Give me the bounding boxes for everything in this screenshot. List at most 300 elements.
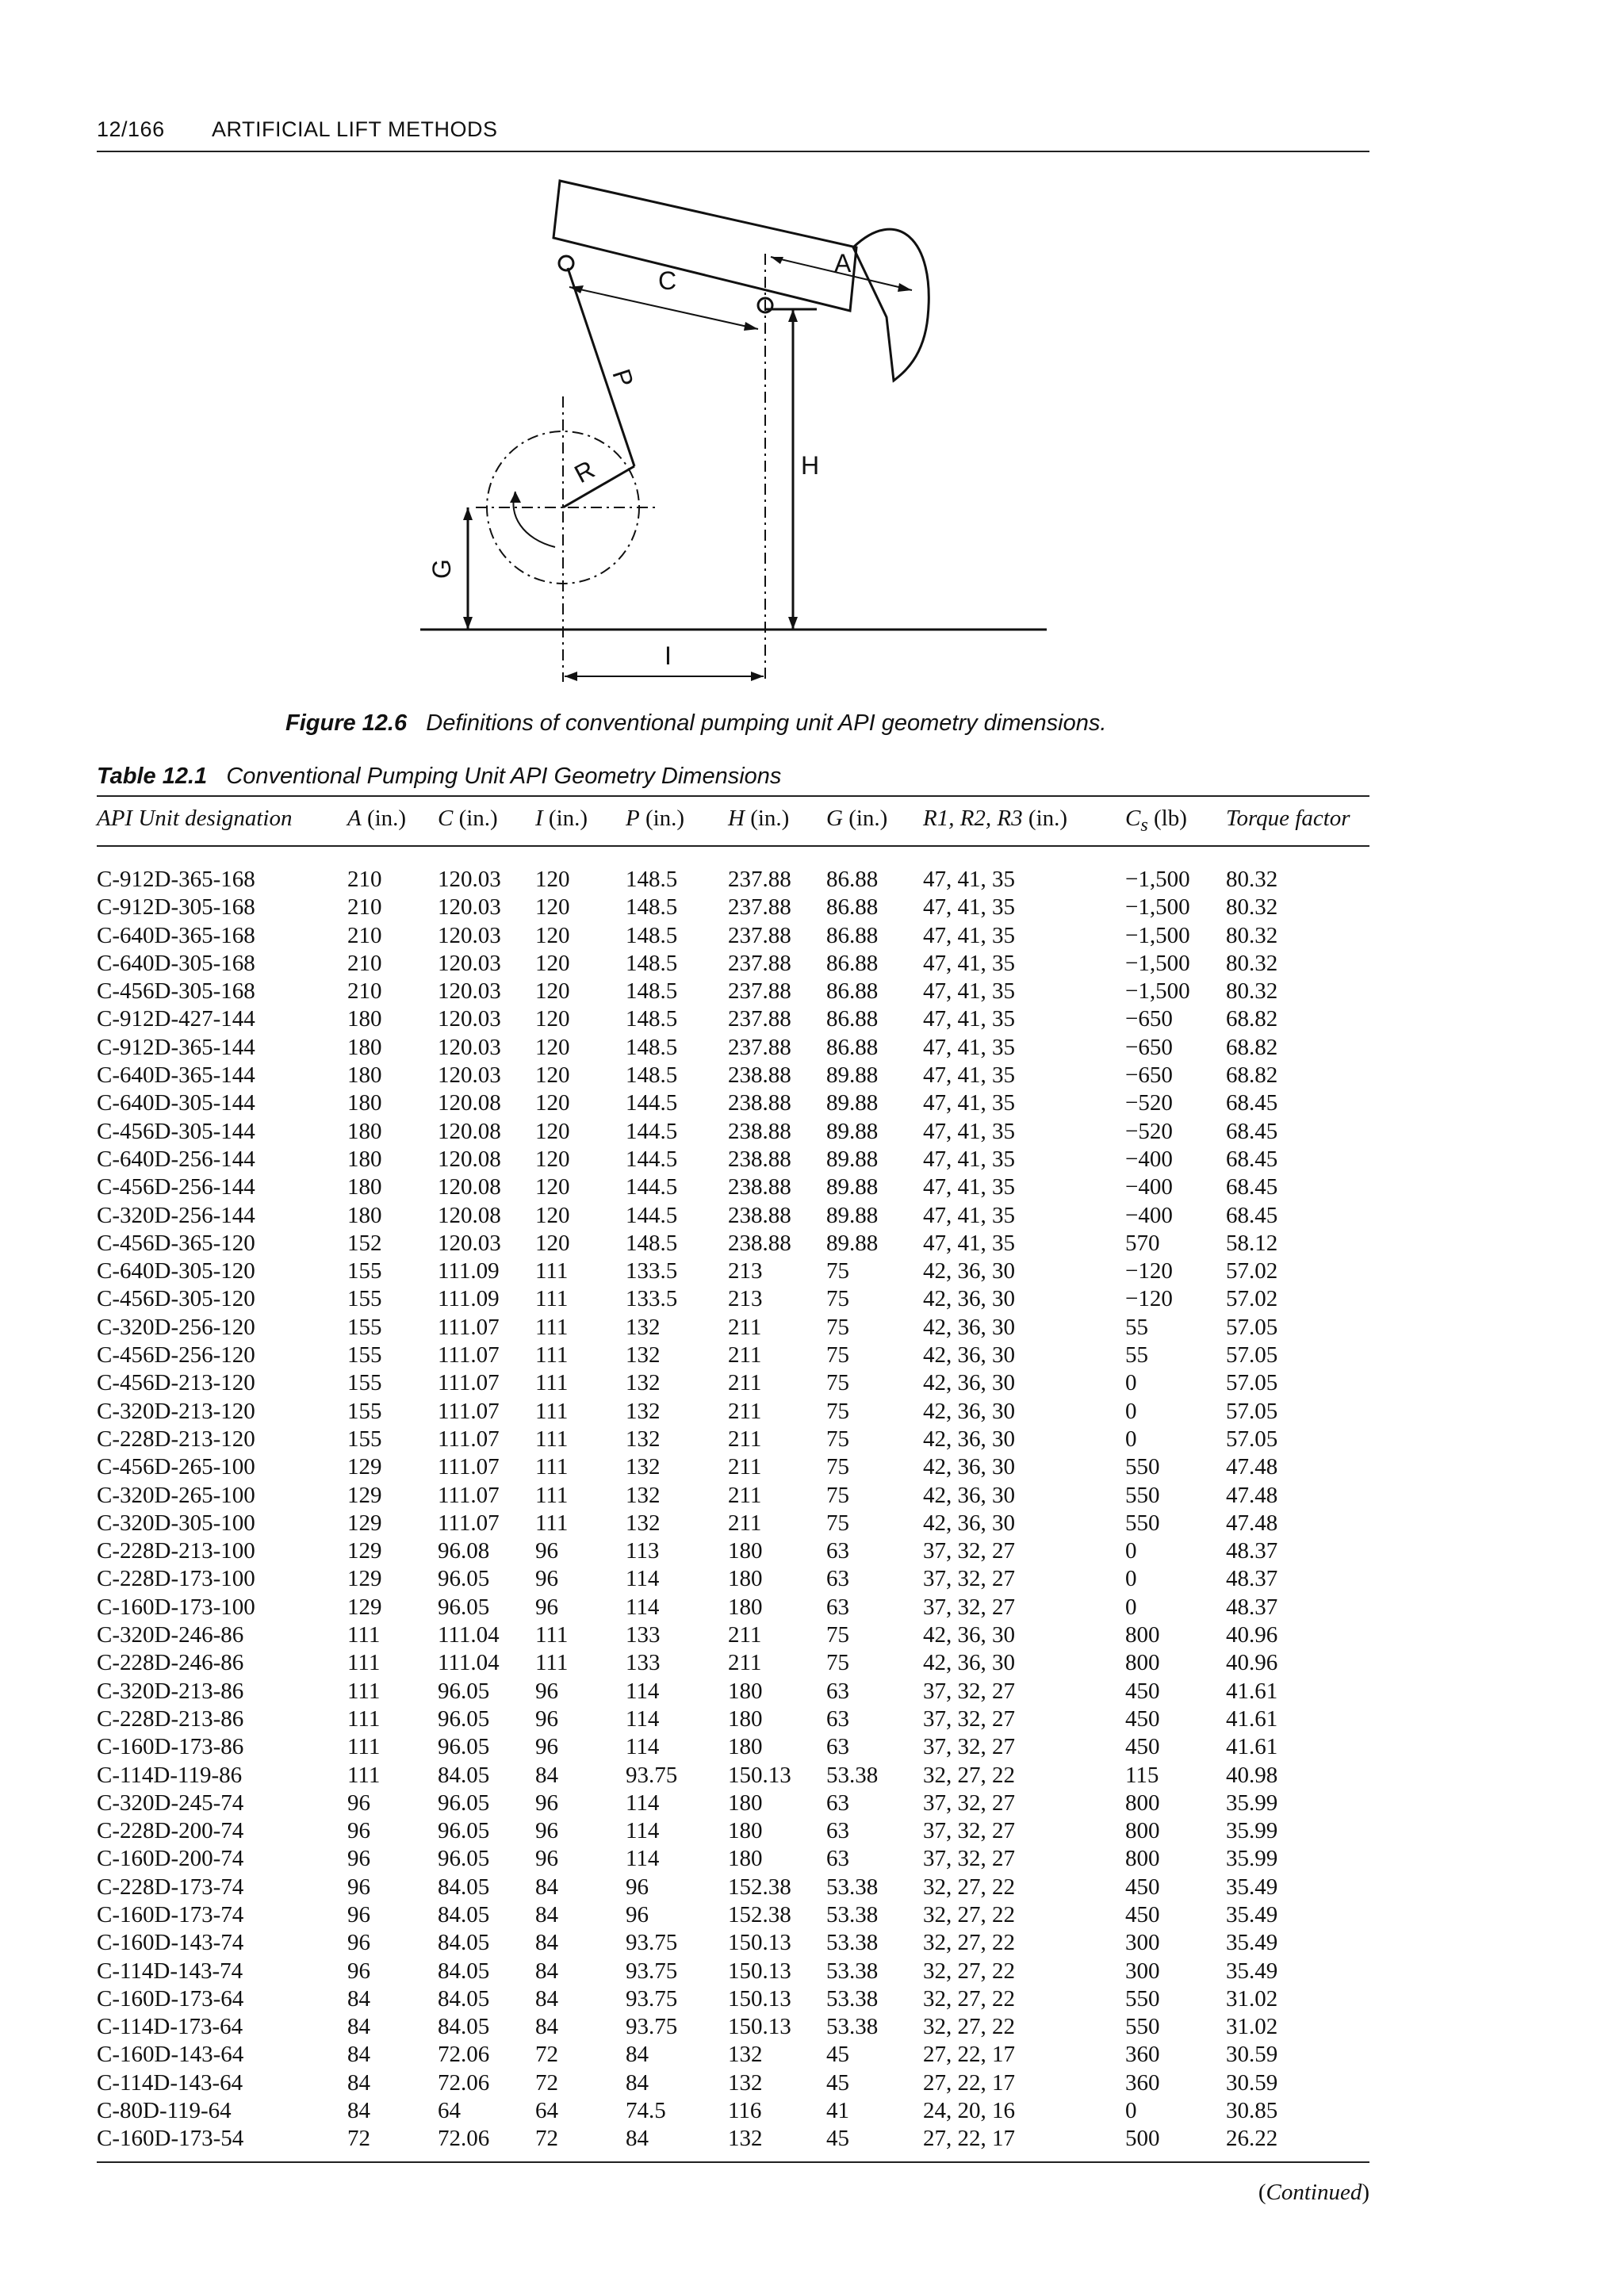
- cell-c: 111.07: [438, 1370, 500, 1396]
- cell-h: 180: [728, 1538, 763, 1564]
- cell-r: 47, 41, 35: [923, 867, 1015, 892]
- cell-c: 111.07: [438, 1314, 500, 1340]
- cell-g: 75: [826, 1622, 849, 1648]
- cell-a: 155: [347, 1286, 382, 1312]
- table-row: [97, 1537, 1369, 1565]
- table-row: [97, 1089, 1369, 1117]
- cell-p: 84: [626, 2042, 649, 2068]
- cell-i: 120: [535, 867, 570, 892]
- cell-i: 120: [535, 894, 570, 921]
- cell-h: 238.88: [728, 1230, 791, 1256]
- cell-r: 27, 22, 17: [923, 2042, 1015, 2068]
- pumping-unit-diagram: [396, 174, 1078, 698]
- table-row: [97, 1985, 1369, 2013]
- cell-designation: C-456D-256-144: [97, 1174, 255, 1200]
- cell-c: 96.05: [438, 1594, 490, 1620]
- cell-designation: C-160D-143-74: [97, 1930, 244, 1956]
- cell-r: 42, 36, 30: [923, 1342, 1015, 1369]
- cell-i: 84: [535, 1901, 558, 1927]
- cell-h: 150.13: [728, 1985, 791, 2012]
- label-r: R: [569, 454, 599, 489]
- cell-a: 180: [347, 1118, 382, 1144]
- cell-p: 132: [626, 1426, 661, 1452]
- cell-h: 237.88: [728, 894, 791, 921]
- cell-designation: C-228D-213-86: [97, 1705, 244, 1732]
- cell-p: 93.75: [626, 2014, 678, 2040]
- cell-h: 150.13: [728, 2014, 791, 2040]
- table-caption-text: Conventional Pumping Unit API Geometry Dimensions: [226, 764, 782, 789]
- cell-h: 211: [728, 1622, 762, 1648]
- cell-i: 111: [535, 1370, 569, 1396]
- cell-h: 180: [728, 1790, 763, 1816]
- cell-designation: C-640D-305-168: [97, 950, 255, 976]
- cell-c: 84.05: [438, 1958, 490, 1984]
- cell-i: 111: [535, 1398, 569, 1424]
- table-row: [97, 1258, 1369, 1285]
- cell-g: 89.88: [826, 1118, 879, 1144]
- cell-designation: C-160D-173-74: [97, 1901, 244, 1927]
- cell-i: 72: [535, 2042, 558, 2068]
- table-row: [97, 1958, 1369, 1985]
- cell-a: 180: [347, 1062, 382, 1089]
- cell-g: 45: [826, 2069, 849, 2096]
- cell-designation: C-228D-246-86: [97, 1650, 244, 1676]
- cell-h: 211: [728, 1342, 762, 1369]
- cell-i: 111: [535, 1286, 569, 1312]
- cell-r: 42, 36, 30: [923, 1258, 1015, 1284]
- cell-h: 180: [728, 1846, 763, 1872]
- cell-i: 111: [535, 1622, 569, 1648]
- cell-h: 132: [728, 2069, 763, 2096]
- cell-torque: 31.02: [1226, 2014, 1278, 2040]
- table-row: [97, 1762, 1369, 1790]
- table-row: [97, 1621, 1369, 1649]
- label-i: I: [665, 641, 672, 670]
- cell-p: 93.75: [626, 1958, 678, 1984]
- label-p: P: [607, 366, 640, 391]
- cell-g: 53.38: [826, 2014, 879, 2040]
- cell-r: 32, 27, 22: [923, 1874, 1015, 1900]
- cell-designation: C-114D-143-74: [97, 1958, 243, 1984]
- cell-a: 180: [347, 1006, 382, 1032]
- table-row: [97, 1733, 1369, 1761]
- cell-designation: C-456D-305-120: [97, 1286, 255, 1312]
- table-row: [97, 1790, 1369, 1817]
- cell-a: 96: [347, 1930, 370, 1956]
- cell-torque: 57.02: [1226, 1258, 1278, 1284]
- table-row: [97, 894, 1369, 921]
- cell-torque: 68.45: [1226, 1090, 1278, 1116]
- cell-a: 84: [347, 2098, 370, 2124]
- cell-cs: −400: [1125, 1146, 1173, 1172]
- cell-i: 96: [535, 1566, 558, 1592]
- cell-a: 96: [347, 1846, 370, 1872]
- cell-p: 132: [626, 1482, 661, 1508]
- cell-h: 237.88: [728, 978, 791, 1005]
- cell-torque: 41.61: [1226, 1678, 1278, 1704]
- cell-cs: 550: [1125, 1985, 1160, 2012]
- cell-i: 111: [535, 1454, 569, 1480]
- cell-h: 152.38: [728, 1901, 791, 1927]
- cell-r: 32, 27, 22: [923, 1762, 1015, 1788]
- cell-i: 120: [535, 1174, 570, 1200]
- cell-h: 116: [728, 2098, 762, 2124]
- cell-p: 133: [626, 1622, 661, 1648]
- cell-cs: 360: [1125, 2042, 1160, 2068]
- table-row: [97, 2013, 1369, 2041]
- cell-torque: 26.22: [1226, 2126, 1278, 2152]
- cell-torque: 35.99: [1226, 1818, 1278, 1844]
- cell-g: 45: [826, 2126, 849, 2152]
- cell-torque: 30.85: [1226, 2098, 1278, 2124]
- cell-h: 152.38: [728, 1874, 791, 1900]
- cell-cs: 500: [1125, 2126, 1160, 2152]
- cell-designation: C-320D-245-74: [97, 1790, 244, 1816]
- cell-p: 133: [626, 1650, 661, 1676]
- cell-g: 86.88: [826, 950, 879, 976]
- cell-cs: 800: [1125, 1650, 1160, 1676]
- cell-p: 133.5: [626, 1286, 678, 1312]
- cell-r: 37, 32, 27: [923, 1594, 1015, 1620]
- cell-cs: 115: [1125, 1762, 1159, 1788]
- cell-c: 84.05: [438, 1985, 490, 2012]
- cell-torque: 57.02: [1226, 1286, 1278, 1312]
- cell-c: 120.08: [438, 1202, 501, 1228]
- cell-cs: −400: [1125, 1202, 1173, 1228]
- cell-cs: 450: [1125, 1734, 1160, 1760]
- cell-a: 129: [347, 1482, 382, 1508]
- table-row: [97, 978, 1369, 1005]
- continued-text: Continued: [1266, 2180, 1362, 2205]
- cell-cs: 570: [1125, 1230, 1160, 1256]
- cell-h: 237.88: [728, 1006, 791, 1032]
- cell-g: 86.88: [826, 978, 879, 1005]
- table-row: [97, 1005, 1369, 1033]
- cell-p: 132: [626, 1510, 661, 1536]
- cell-r: 47, 41, 35: [923, 1230, 1015, 1256]
- cell-p: 93.75: [626, 1930, 678, 1956]
- cell-g: 86.88: [826, 922, 879, 948]
- cell-h: 180: [728, 1734, 763, 1760]
- cell-designation: C-640D-365-168: [97, 922, 255, 948]
- cell-designation: C-160D-143-64: [97, 2042, 244, 2068]
- cell-i: 96: [535, 1678, 558, 1704]
- cell-cs: 0: [1125, 1566, 1137, 1592]
- cell-r: 47, 41, 35: [923, 894, 1015, 921]
- cell-g: 89.88: [826, 1090, 879, 1116]
- cell-p: 148.5: [626, 1034, 678, 1060]
- running-header: [97, 117, 1369, 152]
- cell-designation: C-456D-256-120: [97, 1342, 255, 1369]
- cell-g: 41: [826, 2098, 849, 2124]
- cell-p: 114: [626, 1678, 660, 1704]
- cell-g: 89.88: [826, 1174, 879, 1200]
- cell-r: 32, 27, 22: [923, 1901, 1015, 1927]
- cell-cs: 550: [1125, 1510, 1160, 1536]
- cell-cs: −520: [1125, 1090, 1173, 1116]
- col-h: H (in.): [728, 806, 790, 831]
- cell-a: 210: [347, 950, 382, 976]
- cell-cs: 800: [1125, 1622, 1160, 1648]
- cell-a: 129: [347, 1454, 382, 1480]
- cell-a: 84: [347, 2042, 370, 2068]
- cell-r: 42, 36, 30: [923, 1482, 1015, 1508]
- cell-i: 96: [535, 1846, 558, 1872]
- cell-torque: 57.05: [1226, 1314, 1278, 1340]
- cell-cs: −1,500: [1125, 867, 1190, 892]
- cell-a: 111: [347, 1734, 381, 1760]
- cell-p: 132: [626, 1398, 661, 1424]
- cell-p: 114: [626, 1818, 660, 1844]
- cell-i: 120: [535, 978, 570, 1005]
- pitman-arm: [568, 268, 634, 466]
- cell-h: 211: [728, 1314, 762, 1340]
- cell-i: 96: [535, 1734, 558, 1760]
- cell-i: 84: [535, 1762, 558, 1788]
- table-row: [97, 1929, 1369, 1957]
- cell-r: 47, 41, 35: [923, 1118, 1015, 1144]
- cell-designation: C-912D-305-168: [97, 894, 255, 921]
- cell-designation: C-320D-256-144: [97, 1202, 255, 1228]
- cell-cs: 55: [1125, 1314, 1148, 1340]
- cell-a: 129: [347, 1594, 382, 1620]
- cell-r: 47, 41, 35: [923, 1174, 1015, 1200]
- label-h: H: [801, 451, 820, 480]
- cell-g: 75: [826, 1454, 849, 1480]
- cell-h: 211: [728, 1454, 762, 1480]
- cell-designation: C-228D-213-100: [97, 1538, 255, 1564]
- table-row: [97, 1874, 1369, 1901]
- cell-g: 63: [826, 1538, 849, 1564]
- cell-c: 120.03: [438, 867, 501, 892]
- cell-cs: 550: [1125, 1482, 1160, 1508]
- cell-g: 53.38: [826, 1762, 879, 1788]
- cell-h: 211: [728, 1426, 762, 1452]
- cell-c: 111.07: [438, 1482, 500, 1508]
- cell-i: 111: [535, 1314, 569, 1340]
- cell-r: 42, 36, 30: [923, 1398, 1015, 1424]
- cell-cs: −1,500: [1125, 950, 1190, 976]
- cell-torque: 57.05: [1226, 1426, 1278, 1452]
- cell-cs: 55: [1125, 1342, 1148, 1369]
- cell-designation: C-114D-119-86: [97, 1762, 243, 1788]
- cell-p: 144.5: [626, 1174, 678, 1200]
- cell-p: 93.75: [626, 1985, 678, 2012]
- table-top-rule: [97, 795, 1369, 797]
- cell-g: 75: [826, 1482, 849, 1508]
- cell-torque: 30.59: [1226, 2069, 1278, 2096]
- cell-designation: C-640D-365-144: [97, 1062, 255, 1089]
- table-row: [97, 1510, 1369, 1537]
- cell-h: 211: [728, 1398, 762, 1424]
- cell-a: 152: [347, 1230, 382, 1256]
- table-header-rule: [97, 845, 1369, 847]
- cell-c: 96.05: [438, 1734, 490, 1760]
- figure-caption-text: Definitions of conventional pumping unit API geometry dimensions.: [426, 710, 1107, 736]
- col-designation: API Unit designation: [97, 806, 293, 831]
- cell-cs: −650: [1125, 1034, 1173, 1060]
- table-row: [97, 1285, 1369, 1313]
- cell-i: 84: [535, 1958, 558, 1984]
- col-cs: $C_s$ (lb): [1125, 806, 1187, 836]
- table-caption: [97, 764, 781, 790]
- cell-g: 89.88: [826, 1062, 879, 1089]
- cell-g: 63: [826, 1790, 849, 1816]
- cell-torque: 35.49: [1226, 1930, 1278, 1956]
- cell-torque: 35.49: [1226, 1958, 1278, 1984]
- cell-i: 84: [535, 2014, 558, 2040]
- table-row: [97, 1705, 1369, 1733]
- table-row: [97, 1901, 1369, 1929]
- cell-torque: 40.96: [1226, 1650, 1278, 1676]
- cell-h: 211: [728, 1482, 762, 1508]
- cell-i: 120: [535, 1090, 570, 1116]
- cell-i: 120: [535, 1146, 570, 1172]
- cell-designation: C-320D-246-86: [97, 1622, 244, 1648]
- cell-torque: 48.37: [1226, 1594, 1278, 1620]
- cell-g: 75: [826, 1370, 849, 1396]
- cell-p: 144.5: [626, 1202, 678, 1228]
- cell-g: 86.88: [826, 1034, 879, 1060]
- cell-i: 72: [535, 2069, 558, 2096]
- cell-c: 120.03: [438, 1006, 501, 1032]
- cell-h: 213: [728, 1286, 763, 1312]
- cell-a: 155: [347, 1370, 382, 1396]
- cell-cs: −520: [1125, 1118, 1173, 1144]
- cell-designation: C-228D-213-120: [97, 1426, 255, 1452]
- cell-p: 114: [626, 1705, 660, 1732]
- cell-torque: 68.45: [1226, 1174, 1278, 1200]
- cell-torque: 80.32: [1226, 950, 1278, 976]
- cell-c: 111.07: [438, 1342, 500, 1369]
- cell-cs: 360: [1125, 2069, 1160, 2096]
- cell-cs: −1,500: [1125, 894, 1190, 921]
- cell-cs: 450: [1125, 1705, 1160, 1732]
- cell-designation: C-456D-365-120: [97, 1230, 255, 1256]
- cell-torque: 47.48: [1226, 1510, 1278, 1536]
- cell-c: 111.04: [438, 1650, 500, 1676]
- cell-g: 45: [826, 2042, 849, 2068]
- cell-r: 37, 32, 27: [923, 1678, 1015, 1704]
- cell-a: 111: [347, 1678, 381, 1704]
- horsehead: [853, 229, 929, 381]
- cell-h: 150.13: [728, 1762, 791, 1788]
- cell-r: 47, 41, 35: [923, 978, 1015, 1005]
- cell-i: 72: [535, 2126, 558, 2152]
- cell-h: 237.88: [728, 950, 791, 976]
- col-c: C (in.): [438, 806, 498, 831]
- cell-c: 96.05: [438, 1846, 490, 1872]
- table-bottom-rule: [97, 2161, 1369, 2163]
- cell-c: 120.03: [438, 922, 501, 948]
- cell-cs: 800: [1125, 1818, 1160, 1844]
- cell-c: 84.05: [438, 1930, 490, 1956]
- label-g: G: [427, 559, 456, 579]
- cell-designation: C-640D-305-144: [97, 1090, 255, 1116]
- cell-r: 27, 22, 17: [923, 2069, 1015, 2096]
- cell-p: 132: [626, 1370, 661, 1396]
- cell-designation: C-912D-365-168: [97, 867, 255, 892]
- cell-i: 84: [535, 1985, 558, 2012]
- cell-p: 84: [626, 2069, 649, 2096]
- cell-cs: 550: [1125, 1454, 1160, 1480]
- cell-r: 42, 36, 30: [923, 1286, 1015, 1312]
- table-caption-label: Table 12.1: [97, 764, 208, 789]
- cell-a: 155: [347, 1426, 382, 1452]
- cell-r: 37, 32, 27: [923, 1846, 1015, 1872]
- cell-r: 32, 27, 22: [923, 2014, 1015, 2040]
- cell-h: 180: [728, 1705, 763, 1732]
- cell-torque: 41.61: [1226, 1734, 1278, 1760]
- cell-designation: C-228D-173-74: [97, 1874, 244, 1900]
- cell-i: 64: [535, 2098, 558, 2124]
- cell-torque: 68.45: [1226, 1118, 1278, 1144]
- cell-a: 210: [347, 978, 382, 1005]
- cell-p: 93.75: [626, 1762, 678, 1788]
- cell-designation: C-912D-427-144: [97, 1006, 255, 1032]
- cell-p: 144.5: [626, 1090, 678, 1116]
- cell-r: 37, 32, 27: [923, 1790, 1015, 1816]
- cell-c: 96.05: [438, 1790, 490, 1816]
- cell-a: 96: [347, 1818, 370, 1844]
- table-row: [97, 1565, 1369, 1593]
- cell-a: 96: [347, 1790, 370, 1816]
- cell-a: 180: [347, 1090, 382, 1116]
- cell-r: 37, 32, 27: [923, 1818, 1015, 1844]
- cell-cs: 0: [1125, 1594, 1137, 1620]
- figure-caption: [285, 710, 1106, 737]
- cell-h: 211: [728, 1370, 762, 1396]
- cell-cs: 300: [1125, 1958, 1160, 1984]
- cell-p: 74.5: [626, 2098, 666, 2124]
- cell-torque: 40.98: [1226, 1762, 1278, 1788]
- table-row: [97, 1314, 1369, 1342]
- col-r: R1, R2, R3 (in.): [923, 806, 1068, 831]
- cell-r: 42, 36, 30: [923, 1314, 1015, 1340]
- cell-cs: −400: [1125, 1174, 1173, 1200]
- cell-a: 111: [347, 1622, 381, 1648]
- cell-r: 47, 41, 35: [923, 922, 1015, 948]
- cell-i: 111: [535, 1510, 569, 1536]
- cell-cs: −120: [1125, 1286, 1173, 1312]
- cell-torque: 80.32: [1226, 978, 1278, 1005]
- cell-h: 180: [728, 1594, 763, 1620]
- cell-designation: C-80D-119-64: [97, 2098, 232, 2124]
- cell-g: 53.38: [826, 1958, 879, 1984]
- cell-r: 47, 41, 35: [923, 1090, 1015, 1116]
- cell-h: 238.88: [728, 1118, 791, 1144]
- table-row: [97, 1034, 1369, 1062]
- cell-cs: 0: [1125, 1426, 1137, 1452]
- cell-g: 63: [826, 1705, 849, 1732]
- cell-c: 120.08: [438, 1118, 501, 1144]
- cell-torque: 58.12: [1226, 1230, 1278, 1256]
- cell-cs: −650: [1125, 1062, 1173, 1089]
- cell-torque: 35.99: [1226, 1790, 1278, 1816]
- cell-p: 148.5: [626, 978, 678, 1005]
- table-row: [97, 1342, 1369, 1369]
- cell-torque: 30.59: [1226, 2042, 1278, 2068]
- cell-g: 86.88: [826, 1006, 879, 1032]
- cell-c: 64: [438, 2098, 461, 2124]
- col-torque: Torque factor: [1226, 806, 1350, 831]
- table-row: [97, 1398, 1369, 1426]
- table-row: [97, 1453, 1369, 1481]
- cell-a: 129: [347, 1510, 382, 1536]
- cell-h: 238.88: [728, 1202, 791, 1228]
- cell-a: 72: [347, 2126, 370, 2152]
- cell-a: 96: [347, 1958, 370, 1984]
